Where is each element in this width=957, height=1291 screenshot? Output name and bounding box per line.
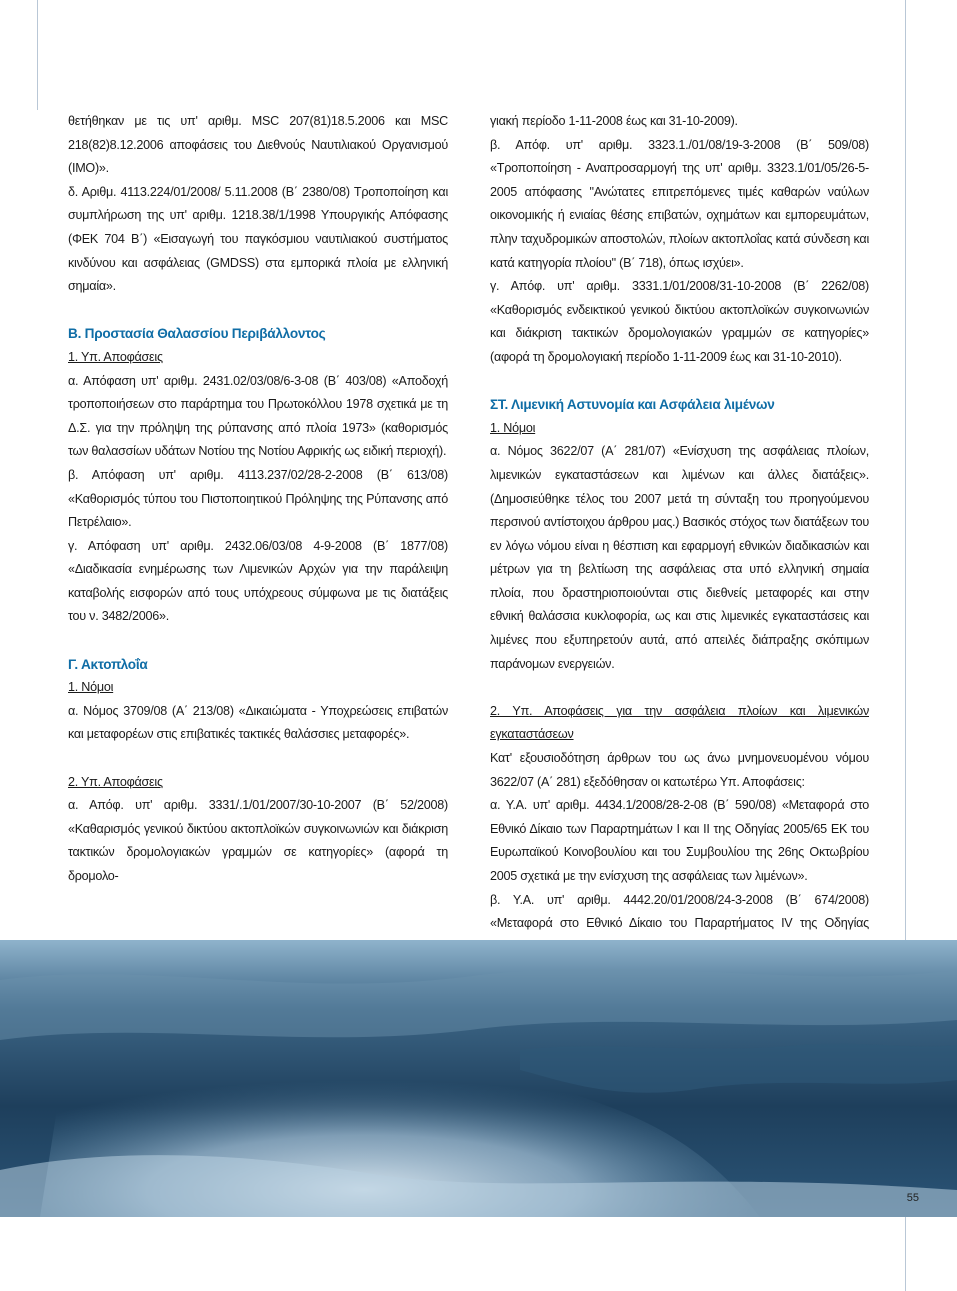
section-c-subheading: 1. Νόμοι — [68, 680, 114, 695]
paragraph: α. Απόφ. υπ' αριθμ. 3331/.1/01/2007/30-10-2007 (Β΄ 52/2008) «Καθαρισμός γενικού δικτύου ακτοπλοϊκών συγκοινωνιών και διάκριση τακτικών δρομολογιακών γραμμών σε κατηγορίες» (αφορά τη δρομολο- — [68, 798, 448, 883]
paragraph: α. Νόμος 3709/08 (Α΄ 213/08) «Δικαιώματα - Υποχρεώσεις επιβατών και μεταφορέων στις επιβατικές τακτικές θαλάσσιες μεταφορές». — [68, 703, 448, 742]
paragraph: β. Απόφ. υπ' αριθμ. 3323.1./01/08/19-3-2008 (Β΄ 509/08) «Τροποποίηση - Αναπροσαρμογή της υπ' αριθμ. 3323.1/01/05/26-5-2005 απόφασης "Ανώτατες επιτρεπόμενες τιμές καθαρών ναύλων οικονομικής ή ενιαίας θέσης επιβατών, οχημάτων και εμπορευμάτων, πλην ταχυδρομικών αποστολών, πλοίων ακτοπλοΐας κατά σύνδεση και κατά κατηγορία πλοίου" (Β΄ 718), όπως ισχύει». — [490, 137, 869, 270]
section-b-subheading: 1. Υπ. Αποφάσεις — [68, 349, 163, 364]
right-column — [490, 110, 869, 959]
page-number: 55 — [906, 1192, 919, 1204]
paragraph: δ. Αριθμ. 4113.224/01/2008/ 5.11.2008 (Β΄ 2380/08) Τροποποίηση και συμπλήρωση της υπ' αριθμ. 1218.38/1/1998 Υπουργικής Απόφασης (ΦΕΚ 704 Β΄) «Εισαγωγή του παγκόσμιου ναυτιλιακού συστήματος κινδύνου και ασφάλειας (GMDSS) στα εμπορικά πλοία με ελληνική σημαία». — [68, 184, 448, 294]
paragraph: θετήθηκαν με τις υπ' αριθμ. MSC 207(81)18.5.2006 και MSC 218(82)8.12.2006 αποφάσεις του Διεθνούς Ναυτιλιακού Οργανισμού (ΙΜΟ)». — [68, 114, 448, 176]
paragraph: α. Υ.Α. υπ' αριθμ. 4434.1/2008/28-2-08 (Β΄ 590/08) «Μεταφορά στο Εθνικό Δίκαιο των Παραρτημάτων Ι και ΙΙ της Οδηγίας 2005/65 ΕΚ του Ευρωπαϊκού Κοινοβουλίου και του Συμβουλίου της 26ης Οκτωβρίου 2005 σχετικά με την ενίσχυση της ασφάλειας των λιμένων». — [490, 798, 869, 883]
section-c-heading: Γ. Ακτοπλοΐα — [68, 656, 148, 672]
paragraph: α. Νόμος 3622/07 (Α΄ 281/07) «Ενίσχυση της ασφάλειας πλοίων, λιμενικών εγκαταστάσεων και λιμένων και άλλες διατάξεις». (Δημοσιεύθηκε τέλος του 2007 μετά τη σύνταξη του προηγούμενου περσινού αντίστοιχου άρθρου μας.) Βασικός στόχος των διατάξεων του εν λόγω νόμου είναι η θέσπιση και εφαρμογή εθνικών διαδικασιών και μέτρων για τη βελτίωση της ασφάλειας στα υπό ελληνική σημαία πλοία, που δραστηριοποιούνται στις διεθνείς μεταφορές και στην εθνική θαλάσσια κυκλοφορία, ως και στις λιμενικές εγκαταστάσεις και λιμένες που εξυπηρετούν αυτά, από απειλές διάπραξης σκόπιμων παράνομων ενεργειών. — [490, 444, 869, 671]
paragraph: α. Απόφαση υπ' αριθμ. 2431.02/03/08/6-3-08 (Β΄ 403/08) «Αποδοχή τροποποιήσεων στο παράρτημα του Πρωτοκόλλου 1978 σχετικά με τη Δ.Σ. για την πρόληψη της ρύπανσης από πλοία 1973» (καθορισμός των θαλασσίων υδάτων Νοτίου της Νοτίου Αφρικής ως ειδική περιοχή). — [68, 373, 448, 459]
paragraph: β. Υ.Α. υπ' αριθμ. 4442.20/01/2008/24-3-2008 (Β΄ 674/2008) «Μεταφορά στο Εθνικό Δίκαιο του Παραρτήματος ΙV της Οδηγίας — [490, 892, 869, 931]
paragraph: γιακή περίοδο 1-11-2008 έως και 31-10-2009). — [490, 114, 738, 128]
section-c-subheading: 2. Υπ. Αποφάσεις — [68, 774, 163, 789]
sea-wake-photo — [0, 940, 957, 1217]
paragraph: γ. Απόφαση υπ' αριθμ. 2432.06/03/08 4-9-2008 (Β΄ 1877/08) «Διαδικασία ενημέρωσης των Λιμενικών Αρχών για την παράλειψη καταβολής εισφορών από τους υπόχρεους σύμφωνα με τις διατάξεις του ν. 3482/2006». — [68, 538, 448, 624]
section-st-subheading: 2. Υπ. Αποφάσεις για την ασφάλεια πλοίων και λιμενικών εγκαταστάσεων — [490, 703, 869, 742]
paragraph: β. Απόφαση υπ' αριθμ. 4113.237/02/28-2-2008 (Β΄ 613/08) «Καθορισμός τύπου του Πιστοποιητικού Πρόληψης της Ρύπανσης από Πετρέλαιο». — [68, 467, 448, 530]
left-column — [68, 110, 448, 889]
left-margin-rule — [37, 0, 38, 110]
section-st-heading: ΣΤ. Λιμενική Αστυνομία και Ασφάλεια λιμένων — [490, 397, 775, 413]
paragraph: Κατ' εξουσιοδότηση άρθρων του ως άνω μνημονευομένου νόμου 3622/07 (Α΄ 281) εξεδόθησαν οι κατωτέρω Υπ. Αποφάσεις: — [490, 751, 869, 789]
section-st-subheading: 1. Νόμοι — [490, 420, 536, 435]
section-b-heading: Β. Προστασία Θαλασσίου Περιβάλλοντος — [68, 326, 326, 342]
paragraph: γ. Απόφ. υπ' αριθμ. 3331.1/01/2008/31-10-2008 (Β΄ 2262/08) «Καθορισμός ενδεικτικού γενικού δικτύου ακτοπλοϊκών συγκοινωνιών και διάκριση τακτικών δρομολογιακών γραμμών σε κατηγορίες» (αφορά τη δρομολογιακή περίοδο 1-11-2009 έως και 31-10-2010). — [490, 279, 869, 364]
